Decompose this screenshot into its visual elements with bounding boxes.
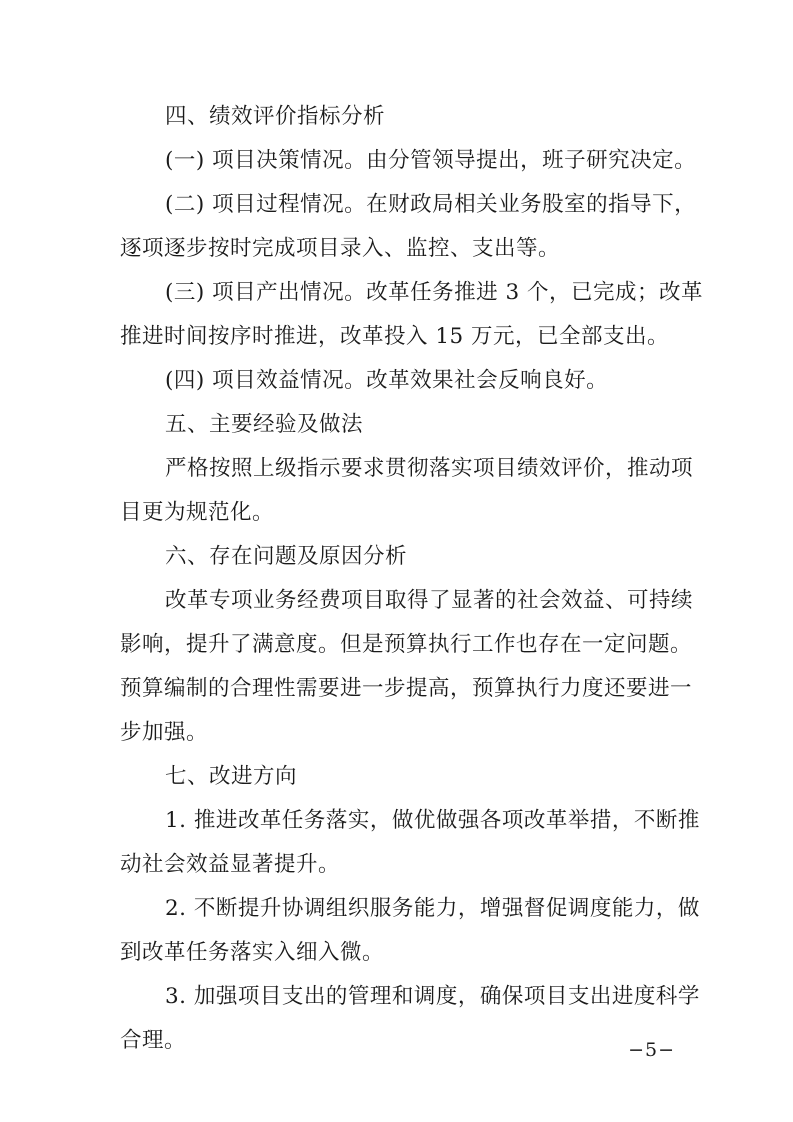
paragraph-project-output: (三) 项目产出情况。改革任务推进 3 个，已完成；改革 (165, 280, 703, 305)
page-number: −5− (628, 1039, 675, 1061)
list-item-2: 2. 不断提升协调组织服务能力，增强督促调度能力，做 (165, 896, 700, 921)
list-item-3: 3. 加强项目支出的管理和调度，确保项目支出进度科学 (165, 984, 700, 1009)
paragraph-problems-cont-2: 预算编制的合理性需要进一步提高，预算执行力度还要进一 (120, 676, 693, 701)
paragraph-experience: 严格按照上级指示要求贯彻落实项目绩效评价，推动项 (165, 456, 694, 481)
list-item-1-cont: 动社会效益显著提升。 (120, 852, 341, 877)
paragraph-project-output-cont: 推进时间按序时推进，改革投入 15 万元，已全部支出。 (120, 324, 670, 349)
heading-improvement-direction: 七、改进方向 (165, 764, 298, 789)
list-item-3-cont: 合理。 (120, 1028, 187, 1053)
paragraph-project-benefit: (四) 项目效益情况。改革效果社会反响良好。 (165, 368, 609, 393)
heading-main-experience: 五、主要经验及做法 (165, 412, 364, 437)
paragraph-project-process-cont: 逐项逐步按时完成项目录入、监控、支出等。 (120, 236, 561, 261)
paragraph-project-process: (二) 项目过程情况。在财政局相关业务股室的指导下， (165, 192, 697, 217)
list-item-1: 1. 推进改革任务落实，做优做强各项改革举措，不断推 (165, 808, 700, 833)
paragraph-problems-cont-3: 步加强。 (120, 720, 209, 745)
paragraph-problems-cont-1: 影响，提升了满意度。但是预算执行工作也存在一定问题。 (120, 632, 693, 657)
heading-problems-analysis: 六、存在问题及原因分析 (165, 544, 408, 569)
heading-performance-indicator-analysis: 四、绩效评价指标分析 (165, 104, 386, 129)
paragraph-experience-cont: 目更为规范化。 (120, 500, 275, 525)
list-item-2-cont: 到改革任务落实入细入微。 (120, 940, 385, 965)
paragraph-project-decision: (一) 项目决策情况。由分管领导提出，班子研究决定。 (165, 148, 697, 173)
paragraph-problems: 改革专项业务经费项目取得了显著的社会效益、可持续 (165, 588, 694, 613)
